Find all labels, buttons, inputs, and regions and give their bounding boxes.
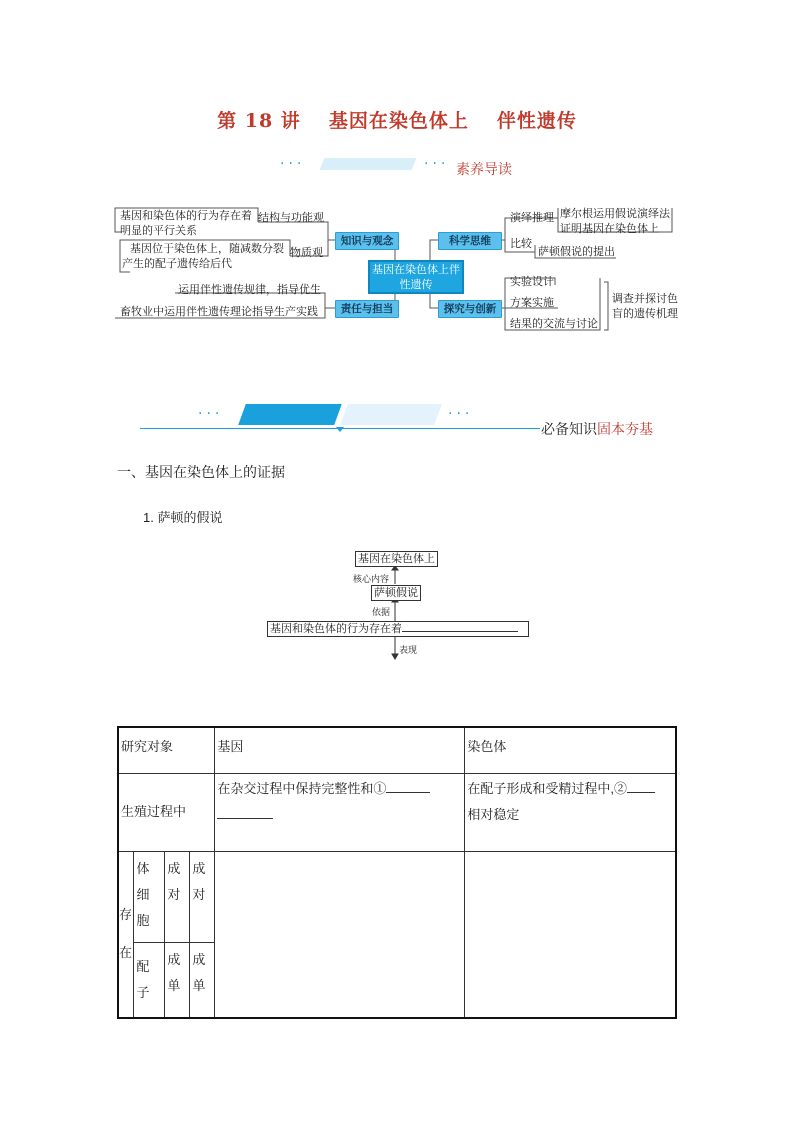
lecture-number: 第 18 讲 (217, 110, 301, 132)
mm-knowledge-2: 基因位于染色体上，随减数分裂产生的配子遗传给后代 (122, 242, 284, 270)
mm-science-2: 萨顿假说的提出 (538, 245, 615, 258)
dots-decoration: ··· (280, 156, 306, 172)
flow-box-parallel-text: 基因和染色体的行为存在着 (270, 622, 402, 635)
mm-center: 基因在染色体上伴性遗传 (368, 260, 464, 294)
flow-box-gene-on-chromosome: 基因在染色体上 (355, 551, 438, 567)
mm-explore-text: 调查并探讨色盲的遗传机理 (612, 292, 678, 320)
heading-2: 1. 萨顿的假说 (143, 510, 223, 525)
mm-science-2-tag: 比较 (510, 237, 532, 250)
table-header-chromosome-text: 染色体 (467, 739, 507, 754)
section-label-2b: 固本夯基 (597, 421, 653, 437)
table-cell-gene-exist (215, 851, 465, 1018)
box-knowledge: 知识与观念 (335, 232, 399, 250)
somatic-line-1: 体细 (136, 860, 150, 902)
gamete-text: 配子 (136, 958, 150, 1000)
table-cell-gamete (134, 942, 165, 1018)
flow-box-parallel (267, 621, 529, 637)
mm-explore-3: 结果的交流与讨论 (510, 317, 598, 330)
exist-char-2: 在 (119, 945, 133, 961)
dots-decoration: ··· (198, 406, 224, 422)
gene-reproduction-text: 在杂交过程中保持完整性和① (217, 780, 387, 796)
table-header-object (118, 727, 215, 773)
title-topic-2: 伴性遗传 (496, 110, 577, 132)
table-cell-chromosome-reproduction (465, 773, 676, 851)
section-label-2a: 必备知识 (541, 421, 597, 437)
chrom-reproduction-text: 在配子形成和受精过程中,② (467, 780, 627, 796)
mm-explore-2: 方案实施 (510, 296, 554, 309)
somatic-line-2: 胞 (136, 912, 150, 928)
flow-label-basis: 依据 (372, 608, 391, 618)
exist-char-1: 存 (119, 907, 133, 923)
mm-responsibility-1: 运用伴性遗传规律，指导优生 (178, 283, 321, 296)
box-responsibility: 责任与担当 (335, 300, 399, 318)
pair-b-1: 成 (192, 860, 206, 876)
mm-science-1: 摩尔根运用假说演绎法证明基因在染色体上 (560, 207, 670, 235)
table-cell-somatic (134, 851, 165, 942)
table-cell-single-b (190, 942, 215, 1018)
table-header-gene-text: 基因 (217, 739, 244, 754)
answer-blank-2[interactable] (627, 792, 655, 793)
mm-knowledge-1: 基因和染色体的行为存在着明显的平行关系 (120, 209, 252, 237)
pair-a-1: 成 (167, 860, 181, 876)
flow-label-show: 表现 (399, 646, 418, 656)
flow-box-sutton: 萨顿假说 (371, 585, 421, 601)
single-b-2: 单 (192, 977, 206, 993)
table-header-gene (215, 727, 465, 773)
dots-decoration: ··· (448, 406, 474, 422)
table-header-chromosome (465, 727, 676, 773)
reproduction-label-text: 生殖过程中 (121, 804, 187, 819)
mm-responsibility-2: 畜牧业中运用伴性遗传理论指导生产实践 (120, 305, 318, 318)
single-a-2: 单 (167, 977, 181, 993)
answer-blank-1[interactable] (386, 792, 430, 793)
box-explore: 探究与创新 (438, 300, 502, 318)
chrom-reproduction-text-b: 相对稳定 (467, 806, 520, 822)
table-cell-exist (118, 851, 134, 1018)
table-cell-single-a (165, 942, 190, 1018)
mm-knowledge-1-tag: 结构与功能观 (258, 211, 324, 224)
flow-label-core: 核心内容 (353, 575, 390, 585)
table-cell-pair-a (165, 851, 190, 942)
table-cell-gene-reproduction (215, 773, 465, 851)
dots-decoration: ··· (424, 156, 450, 172)
comparison-table (117, 726, 677, 1019)
single-b-1: 成 (192, 951, 206, 967)
single-a-1: 成 (167, 951, 181, 967)
table-cell-chromosome-exist (465, 851, 676, 1018)
mm-science-1-tag: 演绎推理 (510, 211, 554, 224)
table-row-reproduction-label (118, 773, 215, 851)
table-header-object-text: 研究对象 (121, 739, 174, 754)
answer-blank-1b[interactable] (217, 818, 273, 819)
title-topic-1: 基因在染色体上 (328, 110, 469, 132)
box-science: 科学思维 (438, 232, 502, 250)
mm-knowledge-2-tag: 物质观 (290, 246, 323, 259)
heading-1: 一、基因在染色体上的证据 (117, 464, 285, 480)
table-cell-pair-b (190, 851, 215, 942)
pair-a-2: 对 (167, 886, 181, 902)
pair-b-2: 对 (192, 886, 206, 902)
mm-explore-1: 实验设计 (510, 275, 554, 288)
section-label: 素养导读 (456, 161, 512, 177)
answer-blank[interactable] (402, 631, 518, 632)
